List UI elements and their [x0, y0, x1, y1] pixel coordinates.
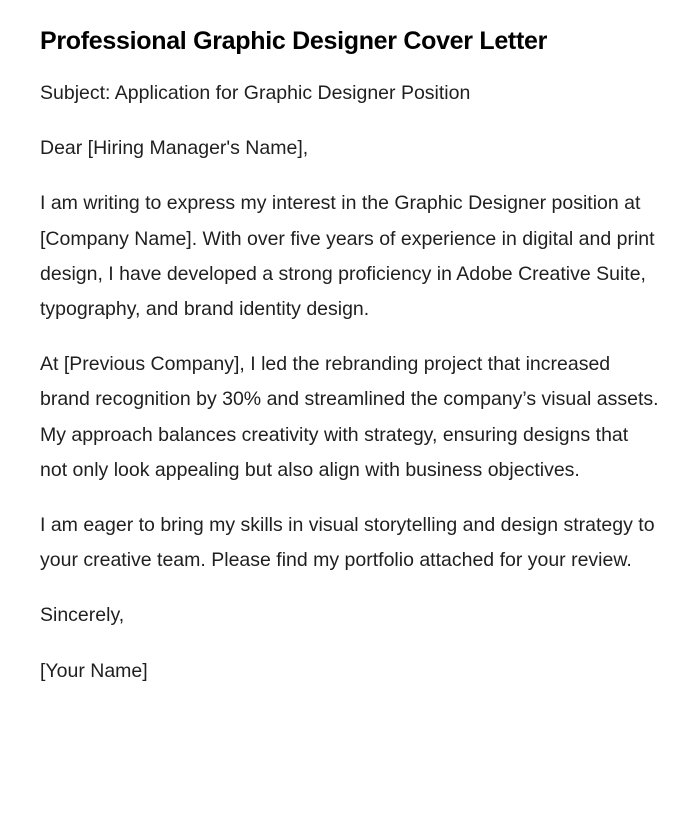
salutation: Dear [Hiring Manager's Name],: [40, 137, 309, 160]
signature-placeholder: [Your Name]: [40, 659, 148, 682]
closing-line: Sincerely,: [40, 604, 125, 627]
document-title: Professional Graphic Designer Cover Letter: [40, 27, 548, 55]
body-paragraph-intro: I am writing to express my interest in the Graphic Designer position at [Company Name]. With over five years of experience in digital and print design, I have developed a strong proficiency in Adobe Creative Suite, typography, and brand identity design.: [40, 192, 655, 321]
body-paragraph-experience: At [Previous Company], I led the rebranding project that increased brand recognition by 30% and streamlined the company’s visual assets. My approach balances creativity with strategy, ensuring designs that not only look appealing but also align with business objectives.: [40, 353, 659, 481]
subject-line: Subject: Application for Graphic Designer Position: [40, 82, 471, 104]
body-paragraph-closing: I am eager to bring my skills in visual storytelling and design strategy to your creative team. Please find my portfolio attached for your review.: [40, 514, 655, 572]
